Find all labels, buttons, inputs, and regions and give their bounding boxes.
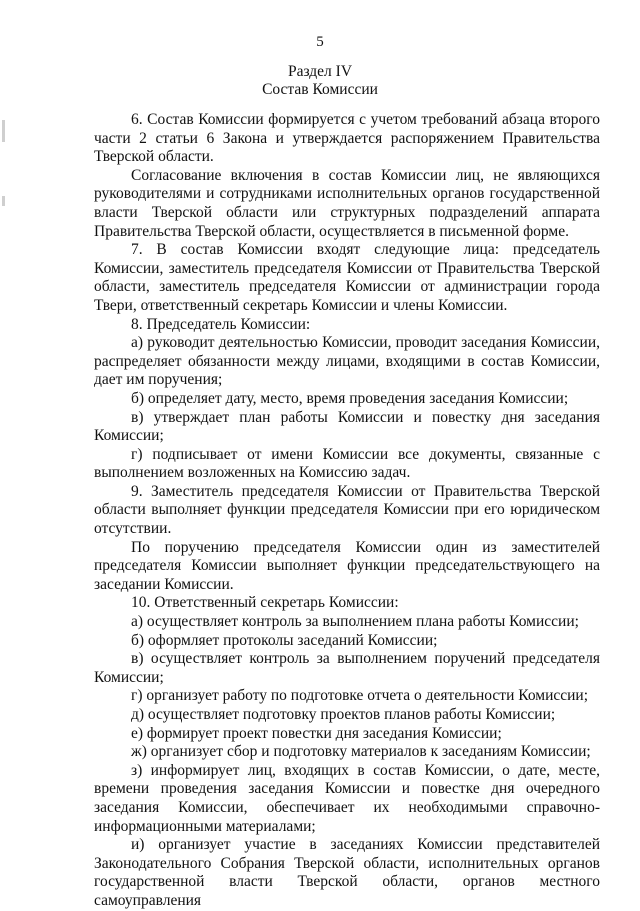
paragraph: б) определяет дату, место, время проведения заседания Комиссии; (131, 389, 569, 407)
paragraph: 8. Председатель Комиссии: (131, 315, 311, 333)
paragraph: и) организует участие в заседаниях Комиссии представителей Законодательного Собрания Тверской области, исполнительных органов государственной власти Тверской области, органов местного самоуправления (94, 836, 600, 909)
paragraph: в) осуществляет контроль за выполнением поручений председателя Комиссии; (94, 650, 600, 686)
paragraph: Согласование включения в состав Комиссии лиц, не являющихся руководителями и сотрудниками исполнительных органов государственной власти Тверской области или структурных подразделений аппарата Правительства Тверской области, осуществляется в письменной форме. (94, 166, 600, 240)
paragraph: По поручению председателя Комиссии один из заместителей председателя Комиссии выполняет функции председательствующего на заседании Комиссии. (94, 538, 600, 593)
paragraph: а) осуществляет контроль за выполнением плана работы Комиссии; (131, 613, 579, 631)
page-number: 5 (316, 34, 324, 50)
paragraph: д) осуществляет подготовку проектов планов работы Комиссии; (131, 706, 556, 723)
scan-edge-mark (2, 120, 5, 142)
paragraph: б) оформляет протоколы заседаний Комиссии; (131, 631, 438, 649)
section-title: Состав Комиссии (262, 81, 378, 98)
paragraph: ж) организует сбор и подготовку материалов к заседаниям Комиссии; (131, 743, 591, 761)
paragraph: 10. Ответственный секретарь Комиссии: (131, 594, 399, 612)
paragraph: г) организует работу по подготовке отчета о деятельности Комиссии; (131, 687, 589, 705)
paragraph: 6. Состав Комиссии формируется с учетом требований абзаца второго части 2 статьи 6 Закона и утверждается распоряжением Правительства Тверской области. (94, 111, 600, 166)
body-text (94, 111, 600, 911)
section-heading (0, 63, 640, 99)
paragraph: а) руководит деятельностью Комиссии, проводит заседания Комиссии, распределяет обязанности между лицами, входящими в состав Комиссии, дает им поручения; (94, 334, 600, 389)
paragraph: в) утверждает план работы Комиссии и повестку дня заседания Комиссии; (94, 408, 600, 445)
section-label: Раздел IV (287, 63, 353, 80)
paragraph: г) подписывает от имени Комиссии все документы, связанные с выполнением возложенных на Комиссию задач. (94, 445, 600, 482)
paragraph: 9. Заместитель председателя Комиссии от Правительства Тверской области выполняет функции председателя Комиссии при его юридическом отсутствии. (94, 482, 600, 538)
paragraph: е) формирует проект повестки дня заседания Комиссии; (131, 724, 502, 742)
paragraph: з) информирует лиц, входящих в состав Комиссии, о дате, месте, времени проведения заседания Комиссии и повестке дня очередного заседания Комиссии, обеспечивает их необходимыми справочно-информационными материалами; (94, 761, 600, 835)
paragraph: 7. В состав Комиссии входят следующие лица: председатель Комиссии, заместитель председателя Комиссии от Правительства Тверской области, заместитель председателя Комиссии от администрации города Твери, ответственный секретарь Комиссии и члены Комиссии. (94, 241, 600, 314)
scan-edge-mark (2, 196, 5, 206)
